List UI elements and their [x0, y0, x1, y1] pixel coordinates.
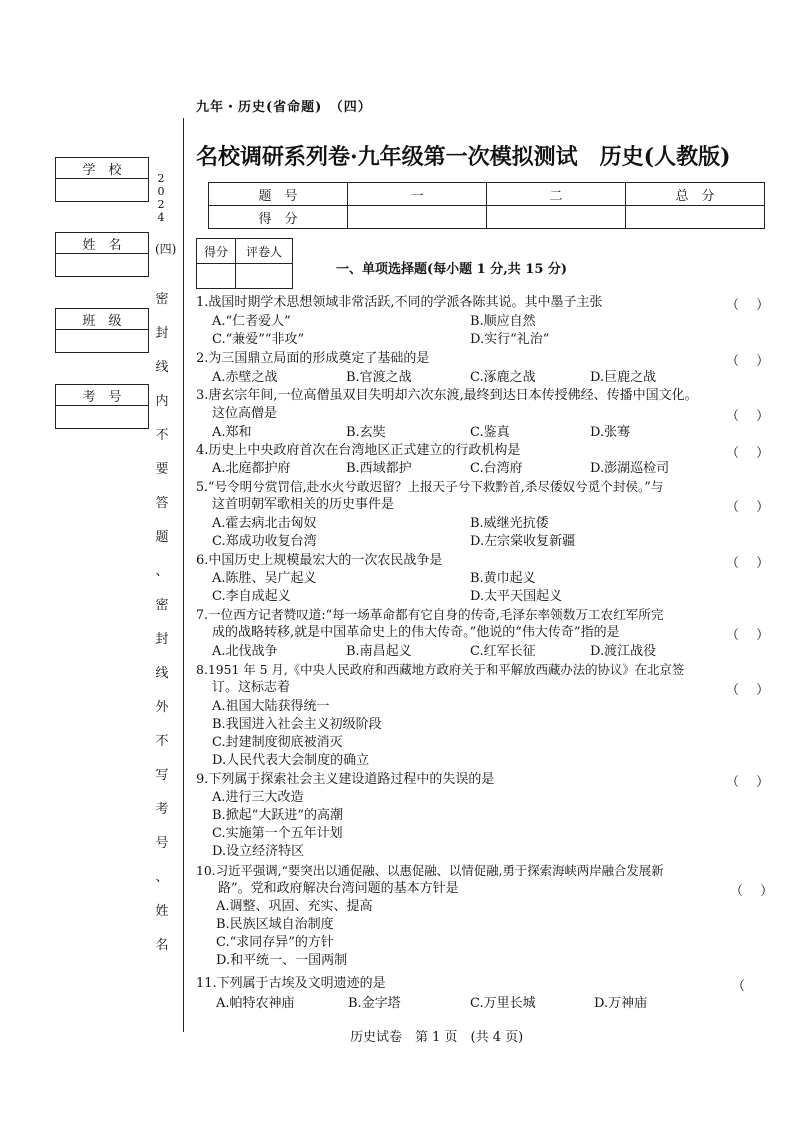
class-field — [55, 308, 149, 353]
score-cell[interactable] — [487, 206, 626, 229]
question-stem: 1.战国时期学术思想领域非常活跃,不同的学派各陈其说。其中墨子主张 — [196, 295, 603, 310]
year-vertical: 2024 — [157, 172, 165, 224]
series-header: 九年・历史(省命题) （四） — [196, 100, 372, 115]
seal-char: 姓 — [155, 904, 169, 919]
seal-char: 考 — [155, 802, 169, 817]
edition-vertical: (四) — [155, 242, 177, 256]
option: C.“兼爱”“非攻” — [212, 332, 305, 347]
option: C.万里长城 — [470, 996, 536, 1011]
grader-score-blank[interactable] — [197, 264, 236, 289]
option: D.设立经济特区 — [212, 844, 305, 859]
section-title: 一、单项选择题(每小题 1 分,共 15 分) — [336, 262, 568, 277]
question-stem: 10.习近平强调,“要突出以通促融、以惠促融、以情促融,勇于探索海峡两岸融合发展新 — [196, 863, 664, 878]
question-stem: 4.历史上中央政府首次在台湾地区正式建立的行政机构是 — [196, 443, 521, 458]
option: A.进行三大改造 — [212, 790, 304, 805]
option: C.台湾府 — [470, 461, 523, 476]
answer-paren[interactable]: （ ） — [726, 446, 770, 461]
option: A.霍去病北击匈奴 — [212, 516, 317, 531]
option: C.鉴真 — [470, 425, 510, 440]
binding-line — [183, 118, 184, 1032]
option: D.巨鹿之战 — [590, 370, 657, 385]
option: B.金字塔 — [348, 996, 401, 1011]
question-stem: 6.中国历史上规模最宏大的一次农民战争是 — [196, 553, 443, 568]
page-footer: 历史试卷 第 1 页 (共 4 页) — [350, 1030, 524, 1045]
answer-paren[interactable]: （ ） — [726, 556, 770, 571]
option: B.我国进入社会主义初级阶段 — [212, 717, 382, 732]
answer-paren[interactable]: （ ） — [726, 683, 770, 698]
score-table-value-row — [209, 206, 765, 229]
score-cell[interactable] — [626, 206, 765, 229]
school-blank[interactable] — [56, 179, 148, 201]
answer-paren[interactable]: （ ） — [726, 628, 770, 643]
answer-paren[interactable]: （ ） — [726, 298, 770, 313]
question-stem: 9.下列属于探索社会主义建设道路过程中的失误的是 — [196, 772, 495, 787]
seal-char: 不 — [155, 734, 169, 749]
score-cell: 题 号 — [209, 183, 348, 206]
option: C.“求同存异”的方针 — [216, 935, 334, 950]
option: D.左宗棠收复新疆 — [470, 534, 576, 549]
exam-title: 名校调研系列卷·九年级第一次模拟测试 历史(人教版) — [196, 144, 731, 170]
option: A.“仁者爱人” — [212, 314, 291, 329]
seal-char: 密 — [155, 292, 169, 307]
option: C.实施第一个五年计划 — [212, 826, 343, 841]
option: A.北庭都护府 — [212, 461, 291, 476]
seal-line-notice — [154, 288, 170, 968]
seal-char: 写 — [155, 768, 169, 783]
question-stem-cont: 路”。党和政府解决台湾问题的基本方针是 — [218, 881, 459, 896]
exam-number-label: 考 号 — [56, 385, 148, 406]
option: C.封建制度彻底被消灭 — [212, 735, 343, 750]
answer-paren[interactable]: （ ） — [730, 884, 774, 899]
name-field — [55, 232, 149, 277]
class-label: 班 级 — [56, 309, 148, 330]
answer-paren[interactable]: （ ） — [726, 354, 770, 369]
option: B.玄奘 — [346, 425, 386, 440]
question-stem: 11.下列属于古埃及文明遗迹的是 — [196, 976, 386, 991]
seal-char: 题 — [155, 530, 169, 545]
seal-char: 、 — [155, 870, 169, 885]
seal-char: 名 — [155, 938, 169, 953]
score-table-header-row — [209, 183, 765, 206]
score-cell[interactable] — [348, 206, 487, 229]
option: A.北伐战争 — [212, 644, 278, 659]
seal-char: 封 — [155, 326, 169, 341]
question-stem-cont: 订。这标志着 — [212, 680, 291, 695]
seal-char: 要 — [155, 462, 169, 477]
grader-name-blank[interactable] — [236, 264, 293, 289]
option: C.涿鹿之战 — [470, 370, 536, 385]
seal-char: 内 — [155, 394, 169, 409]
option: D.实行“礼治” — [470, 332, 550, 347]
seal-char: 封 — [155, 632, 169, 647]
question-stem: 7.一位西方记者赞叹道:“每一场革命都有它自身的传奇,毛泽东率领数万工农红军所完 — [196, 607, 664, 622]
school-field — [55, 157, 149, 202]
option: D.人民代表大会制度的确立 — [212, 753, 370, 768]
option: C.红军长征 — [470, 644, 536, 659]
option: A.赤壁之战 — [212, 370, 278, 385]
school-label: 学 校 — [56, 158, 148, 179]
option: B.掀起“大跃进”的高潮 — [212, 808, 343, 823]
question-stem: 5.“号令明兮赏罚信,赴水火兮敢迟留？上报天子兮下救黔首,杀尽倭奴兮觅个封侯。”与 — [196, 479, 664, 494]
score-cell: 二 — [487, 183, 626, 206]
option: D.和平统一、一国两制 — [216, 953, 348, 968]
option: A.帕特农神庙 — [216, 996, 295, 1011]
question-stem: 3.唐玄宗年间,一位高僧虽双目失明却六次东渡,最终到达日本传授佛经、传播中国文化。 — [196, 388, 698, 403]
option: B.西域都护 — [346, 461, 412, 476]
seal-char: 密 — [155, 598, 169, 613]
option: D.万神庙 — [594, 996, 648, 1011]
seal-char: 答 — [155, 496, 169, 511]
name-blank[interactable] — [56, 254, 148, 276]
question-stem: 2.为三国鼎立局面的形成奠定了基础的是 — [196, 351, 430, 366]
class-blank[interactable] — [56, 330, 148, 352]
answer-paren[interactable]: （ — [732, 979, 746, 994]
grader-table — [196, 238, 293, 289]
option: B.威继光抗倭 — [470, 516, 549, 531]
question-stem-cont: 这位高僧是 — [212, 406, 278, 421]
seal-char: 、 — [155, 564, 169, 579]
option: D.太平天国起义 — [470, 589, 563, 604]
answer-paren[interactable]: （ ） — [726, 500, 770, 515]
score-cell: 总 分 — [626, 183, 765, 206]
option: B.民族区域自治制度 — [216, 917, 334, 932]
question-stem-cont: 成的战略转移,就是中国革命史上的伟大传奇。”他说的“伟大传奇”指的是 — [212, 625, 620, 640]
exam-number-field — [55, 384, 149, 429]
option: A.郑和 — [212, 425, 252, 440]
seal-char: 外 — [155, 700, 169, 715]
score-cell: 一 — [348, 183, 487, 206]
option: B.顺应自然 — [470, 314, 536, 329]
answer-paren[interactable]: （ ） — [726, 775, 770, 790]
seal-char: 线 — [155, 666, 169, 681]
exam-number-blank[interactable] — [56, 406, 148, 428]
seal-char: 线 — [155, 360, 169, 375]
option: A.祖国大陆获得统一 — [212, 699, 330, 714]
question-stem: 8.1951 年 5 月,《中央人民政府和西藏地方政府关于和平解放西藏办法的协议》在北京签 — [196, 662, 685, 677]
seal-char: 号 — [155, 836, 169, 851]
name-label: 姓 名 — [56, 233, 148, 254]
option: C.郑成功收复台湾 — [212, 534, 317, 549]
score-cell: 得 分 — [209, 206, 348, 229]
option: D.张骞 — [590, 425, 631, 440]
option: A.陈胜、吴广起义 — [212, 571, 317, 586]
score-table — [208, 182, 765, 229]
option: B.黄巾起义 — [470, 571, 536, 586]
option: C.李自成起义 — [212, 589, 291, 604]
option: D.渡江战役 — [590, 644, 657, 659]
option: B.南昌起义 — [346, 644, 412, 659]
answer-paren[interactable]: （ ） — [726, 409, 770, 424]
seal-char: 不 — [155, 428, 169, 443]
option: A.调整、巩固、充实、提高 — [216, 899, 373, 914]
grader-score-label: 得分 — [197, 239, 236, 264]
option: B.官渡之战 — [346, 370, 412, 385]
option: D.澎湖巡检司 — [590, 461, 670, 476]
question-stem-cont: 这首明朝军歌相关的历史事件是 — [212, 497, 395, 512]
grader-name-label: 评卷人 — [236, 239, 293, 264]
